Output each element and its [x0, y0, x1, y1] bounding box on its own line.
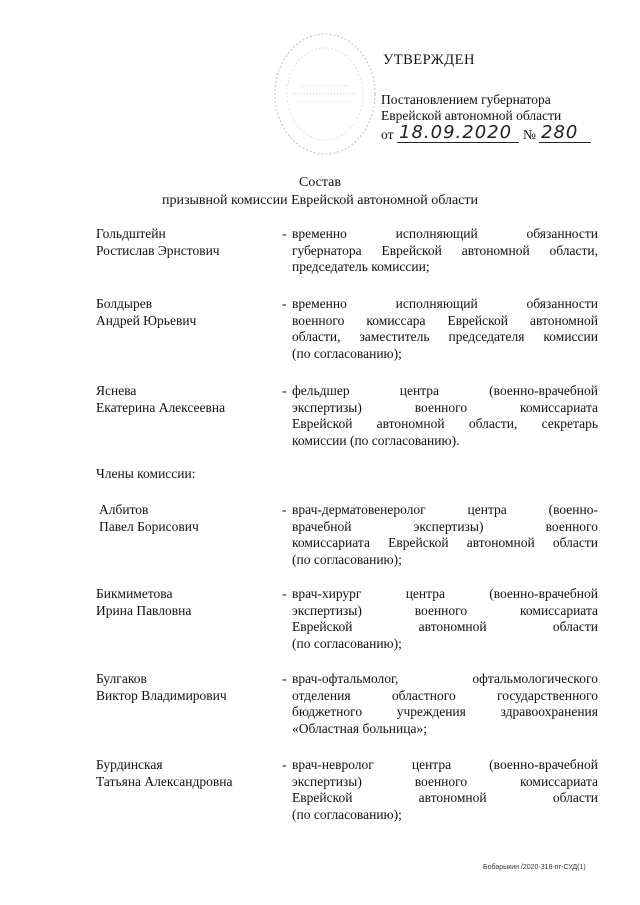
description-line: (по согласованию); — [292, 635, 402, 651]
document-heading-2: призывной комиссии Еврейской автономной области — [161, 193, 479, 208]
dash-separator: - — [282, 226, 287, 241]
member-name: Ирина Павловна — [96, 603, 192, 618]
description-line: врач-невролог центра (военно-врачебной — [292, 757, 598, 772]
description-line: области, заместитель председателя комиссии — [292, 329, 598, 345]
number-underline — [539, 142, 591, 143]
description-line: бюджетного учреждения здравоохранения — [292, 704, 598, 720]
member-name: Татьяна Александровна — [96, 774, 233, 789]
description-line: (по согласованию); — [292, 345, 402, 361]
description-line: отделения областного государственного — [292, 687, 598, 703]
member-name: Павел Борисович — [99, 519, 199, 534]
member-surname: Булгаков — [96, 671, 147, 686]
description-line: председатель комиссии; — [292, 259, 430, 275]
approval-line-1: Постановлением губернатора — [381, 92, 551, 107]
document-heading-1: Состав — [298, 175, 341, 190]
description-line: экспертизы) военного комиссариата — [292, 602, 598, 618]
description-line: врачебной экспертизы) военного — [292, 518, 598, 534]
member-name: Андрей Юрьевич — [96, 313, 197, 328]
members-label: Члены комиссии: — [96, 466, 196, 481]
member-description — [292, 502, 598, 568]
description-line: (по согласованию); — [292, 806, 402, 822]
dash-separator: - — [282, 586, 287, 601]
approval-date-line — [381, 124, 601, 146]
description-line: (по согласованию); — [292, 551, 402, 567]
handwritten-number: 280 — [541, 122, 579, 143]
dash-separator: - — [282, 296, 287, 311]
member-description — [292, 671, 598, 737]
dash-separator: - — [282, 502, 287, 517]
description-line: губернатора Еврейской автономной области, — [292, 242, 598, 258]
approval-title: УТВЕРЖДЕН — [383, 52, 475, 68]
member-surname: Яснева — [96, 383, 137, 398]
member-description — [292, 226, 598, 276]
member-surname: Бурдинская — [96, 757, 163, 772]
member-surname: Бикмиметова — [96, 586, 173, 601]
description-line: «Областная больница»; — [292, 720, 427, 736]
description-line: экспертизы) военного комиссариата — [292, 773, 598, 789]
description-line: временно исполняющий обязанности — [292, 226, 598, 241]
description-line: Еврейской автономной области, секретарь — [292, 416, 598, 432]
member-description — [292, 296, 598, 362]
member-surname: Гольдштейн — [96, 226, 166, 241]
member-name: Ростислав Эрнстович — [96, 243, 220, 258]
description-line: врач-хирург центра (военно-врачебной — [292, 586, 598, 601]
member-description — [292, 383, 598, 449]
description-line: комиссии (по согласованию). — [292, 432, 460, 448]
member-surname: Болдырев — [96, 296, 153, 311]
document-footer-code: Бобарыкин /2020-318-пг-СУД(1) — [483, 864, 586, 871]
description-line: Еврейской автономной области — [292, 790, 598, 806]
description-line: фельдшер центра (военно-врачебной — [292, 383, 598, 398]
description-line: военного комиссара Еврейской автономной — [292, 312, 598, 328]
handwritten-date: 18.09.2020 — [399, 122, 513, 143]
dash-separator: - — [282, 383, 287, 398]
member-description — [292, 757, 598, 823]
member-name: Виктор Владимирович — [96, 688, 227, 703]
description-line: врач-дерматовенеролог центра (военно- — [292, 502, 598, 517]
description-line: Еврейской автономной области — [292, 619, 598, 635]
official-seal-stamp — [272, 30, 378, 158]
number-label: № — [523, 127, 536, 142]
description-line: врач-офтальмолог, офтальмологического — [292, 671, 598, 686]
member-surname: Албитов — [99, 502, 149, 517]
member-name: Екатерина Алексеевна — [96, 400, 226, 415]
member-description — [292, 586, 598, 652]
description-line: временно исполняющий обязанности — [292, 296, 598, 311]
dash-separator: - — [282, 757, 287, 772]
description-line: экспертизы) военного комиссариата — [292, 399, 598, 415]
dash-separator: - — [282, 671, 287, 686]
date-prefix: от — [381, 127, 394, 142]
approval-line-2: Еврейской автономной области — [381, 108, 562, 123]
date-underline — [397, 142, 519, 143]
description-line: комиссариата Еврейской автономной области — [292, 535, 598, 551]
